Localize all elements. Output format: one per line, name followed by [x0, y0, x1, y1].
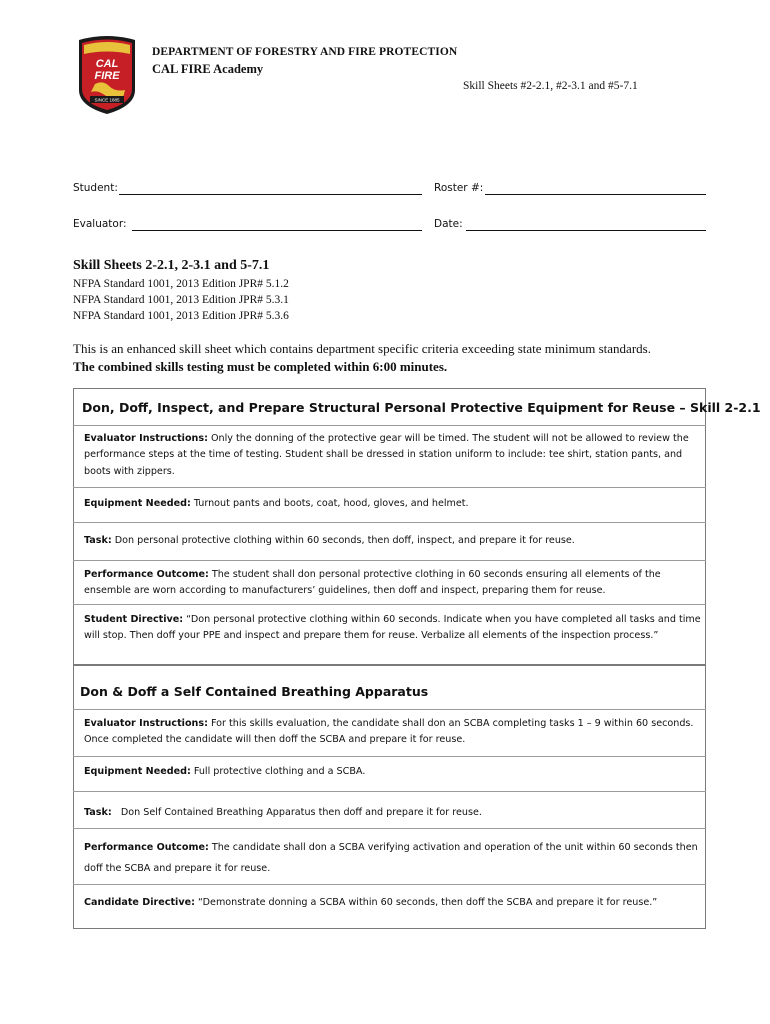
department-name: DEPARTMENT OF FORESTRY AND FIRE PROTECTION: [152, 46, 458, 58]
task: [84, 533, 702, 549]
evaluator-label: Evaluator:: [73, 218, 127, 230]
document-title: Skill Sheets 2-2.1, 2-3.1 and 5-7.1: [73, 258, 270, 273]
item-label: Evaluator Instructions:: [84, 718, 208, 729]
evaluator-instructions: [84, 431, 702, 480]
item-text: The student shall don personal protective clothing in 60 seconds ensuring all elements of the ensemble are worn according to manufacturers’ guidelines, then doff and inspect, preparing them for reuse.: [84, 569, 661, 597]
time-limit-text: The combined skills testing must be completed within 6:00 minutes.: [73, 359, 448, 374]
item-text: Don Self Contained Breathing Apparatus then doff and prepare it for reuse.: [111, 807, 482, 818]
standard-line: NFPA Standard 1001, 2013 Edition JPR# 5.1.2: [73, 278, 289, 290]
divider: [73, 487, 706, 488]
standard-line: NFPA Standard 1001, 2013 Edition JPR# 5.3.1: [73, 294, 289, 306]
svg-text:FIRE: FIRE: [94, 70, 120, 82]
academy-name: CAL FIRE Academy: [152, 62, 264, 76]
svg-text:CAL: CAL: [95, 58, 119, 70]
evaluator-instructions: [84, 716, 702, 749]
roster-label: Roster #:: [434, 182, 484, 194]
divider: [73, 791, 706, 792]
divider: [73, 756, 706, 757]
cal-fire-logo: [75, 34, 139, 116]
divider: [73, 425, 706, 426]
item-text: Only the donning of the protective gear will be timed. The student will not be allowed to review the performance steps at the time of testing. Student shall be dressed in station uniform to include: tee shirt, station pants, and boots with zippers.: [84, 433, 689, 477]
divider: [73, 522, 706, 523]
item-label: Performance Outcome:: [84, 569, 209, 580]
skill-sheets-reference: Skill Sheets #2-2.1, #2-3.1 and #5-7.1: [463, 80, 638, 92]
section-title-ppe: Don, Doff, Inspect, and Prepare Structural Personal Protective Equipment for Reuse – Skill 2-2.1: [82, 400, 761, 415]
item-label: Task:: [84, 535, 112, 546]
date-label: Date:: [434, 218, 463, 230]
date-field[interactable]: [466, 230, 706, 231]
item-label: Equipment Needed:: [84, 766, 191, 777]
item-label: Task:: [84, 807, 112, 818]
skill-box-scba: [73, 665, 706, 929]
divider: [73, 604, 706, 605]
item-label: Student Directive:: [84, 614, 184, 625]
standard-line: NFPA Standard 1001, 2013 Edition JPR# 5.3.6: [73, 310, 289, 322]
student-field[interactable]: [119, 194, 422, 195]
performance-outcome: [84, 837, 702, 879]
candidate-directive: [84, 895, 702, 911]
item-label: Candidate Directive:: [84, 897, 195, 908]
section-title-scba: Don & Doff a Self Contained Breathing Apparatus: [80, 684, 429, 699]
item-text: Full protective clothing and a SCBA.: [190, 766, 366, 777]
student-directive: [84, 612, 702, 645]
item-label: Evaluator Instructions:: [84, 433, 208, 444]
item-text: “Don personal protective clothing within 60 seconds. Indicate when you have completed all tasks and time will stop. Then doff your PPE and inspect and prepare them for reuse. Verbalize all elements of the inspection process.”: [84, 614, 701, 642]
performance-outcome: [84, 567, 702, 600]
divider: [73, 709, 706, 710]
item-text: The candidate shall don a SCBA verifying activation and operation of the unit within 60 seconds then doff the SCBA and prepare it for reuse.: [84, 842, 698, 874]
divider: [73, 560, 706, 561]
evaluator-field[interactable]: [132, 230, 422, 231]
divider: [73, 884, 706, 885]
roster-field[interactable]: [485, 194, 706, 195]
item-label: Equipment Needed:: [84, 498, 191, 509]
equipment-needed: [84, 764, 702, 780]
equipment-needed: [84, 496, 702, 512]
svg-text:SINCE 1885: SINCE 1885: [94, 97, 120, 103]
item-label: Performance Outcome:: [84, 842, 209, 853]
divider: [73, 828, 706, 829]
item-text: For this skills evaluation, the candidate shall don an SCBA completing tasks 1 – 9 within 60 seconds. Once completed the candidate will then doff the SCBA and prepare it for reuse.: [84, 718, 694, 746]
item-text: “Demonstrate donning a SCBA within 60 seconds, then doff the SCBA and prepare it for reuse.”: [194, 897, 658, 908]
item-text: Turnout pants and boots, coat, hood, gloves, and helmet.: [190, 498, 469, 509]
task: [84, 805, 702, 821]
intro-text: This is an enhanced skill sheet which contains department specific criteria exceeding state minimum standards.: [73, 341, 651, 356]
item-text: Don personal protective clothing within 60 seconds, then doff, inspect, and prepare it for reuse.: [111, 535, 575, 546]
student-label: Student:: [73, 182, 118, 194]
